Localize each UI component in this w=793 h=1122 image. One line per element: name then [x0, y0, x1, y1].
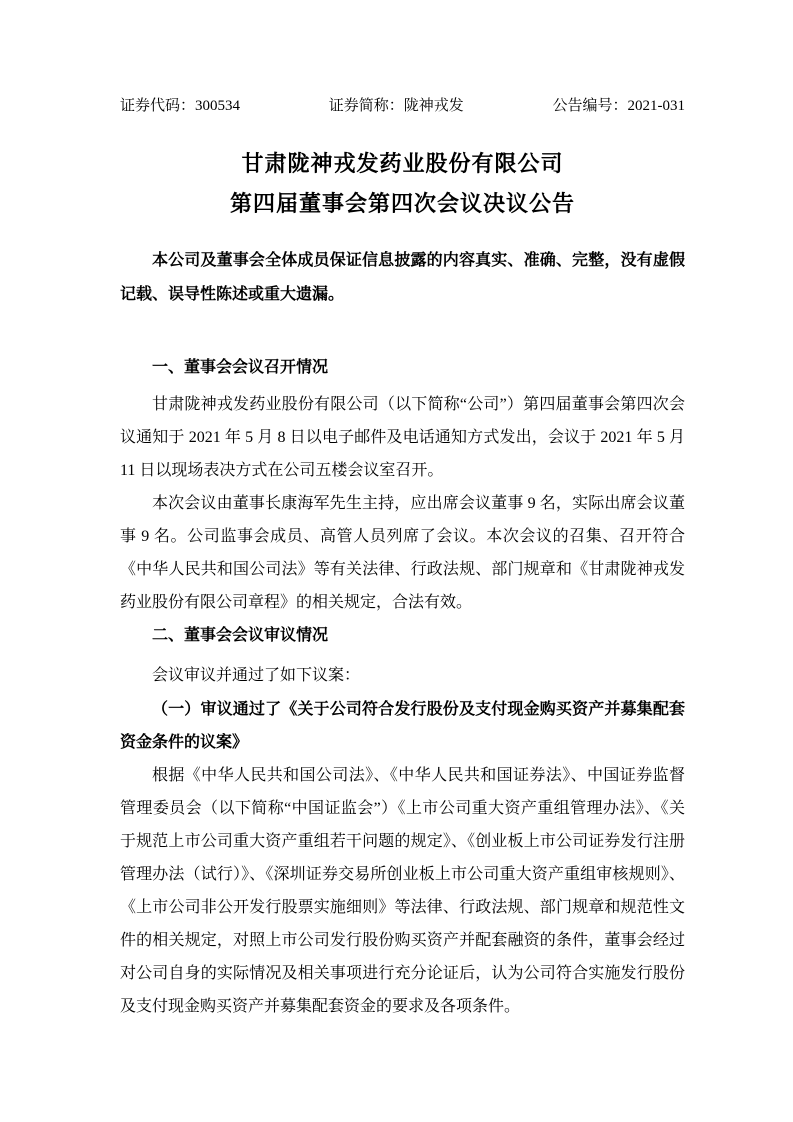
stock-code: 证券代码：300534 — [120, 98, 241, 114]
announcement-number: 公告编号：2021-031 — [552, 98, 685, 114]
section-1-heading: 一、董事会会议召开情况 — [152, 359, 329, 376]
document-header — [120, 96, 685, 116]
section-2-intro: 会议审议并通过了如下议案： — [152, 667, 361, 684]
resolution-1-body: 根据《中华人民共和国公司法》、《中华人民共和国证券法》、中国证券监督管理委员会（以下简称“中国证监会”）《上市公司重大资产重组管理办法》、《关于规范上市公司重大资产重组若干问题的规定》、《创业板上市公司证券发行注册管理办法（试行）》、《深圳证券交易所创业板上市公司重大资产重组审核规则》、《上市公司非公开发行股票实施细则》等法律、行政法规、部门规章和规范性文件的相关规定，对照上市公司发行股份购买资产并配套融资的条件，董事会经过对公司自身的实际情况及相关事项进行充分论证后，认为公司符合实施发行股份及支付现金购买资产并募集配套资金的要求及各项条件。 — [120, 767, 685, 1015]
document-title — [120, 144, 685, 224]
title-line-meeting: 第四届董事会第四次会议决议公告 — [229, 191, 575, 216]
stock-short-name: 证券简称：陇神戎发 — [328, 98, 464, 114]
title-line-company: 甘肃陇神戎发药业股份有限公司 — [241, 151, 564, 176]
section-2-heading: 二、董事会会议审议情况 — [152, 627, 329, 644]
disclaimer-statement: 本公司及董事会全体成员保证信息披露的内容真实、准确、完整，没有虚假记载、误导性陈述或重大遗漏。 — [120, 252, 685, 303]
document-content — [120, 0, 685, 1023]
section-1-paragraph-2: 本次会议由董事长康海军先生主持，应出席会议董事 9 名，实际出席会议董事 9 名。公司监事会成员、高管人员列席了会议。本次会议的召集、召开符合《中华人民共和国公司法》等有关法律、行政法规、部门规章和《甘肃陇神戎发药业股份有限公司章程》的相关规定，合法有效。 — [120, 495, 685, 611]
resolution-1-heading: （一）审议通过了《关于公司符合发行股份及支付现金购买资产并募集配套资金条件的议案》 — [120, 701, 685, 751]
section-1-paragraph-1: 甘肃陇神戎发药业股份有限公司（以下简称“公司”）第四届董事会第四次会议通知于 2021 年 5 月 8 日以电子邮件及电话通知方式发出，会议于 2021 年 5 月 11 日以现场表决方式在公司五楼会议室召开。 — [120, 396, 685, 479]
